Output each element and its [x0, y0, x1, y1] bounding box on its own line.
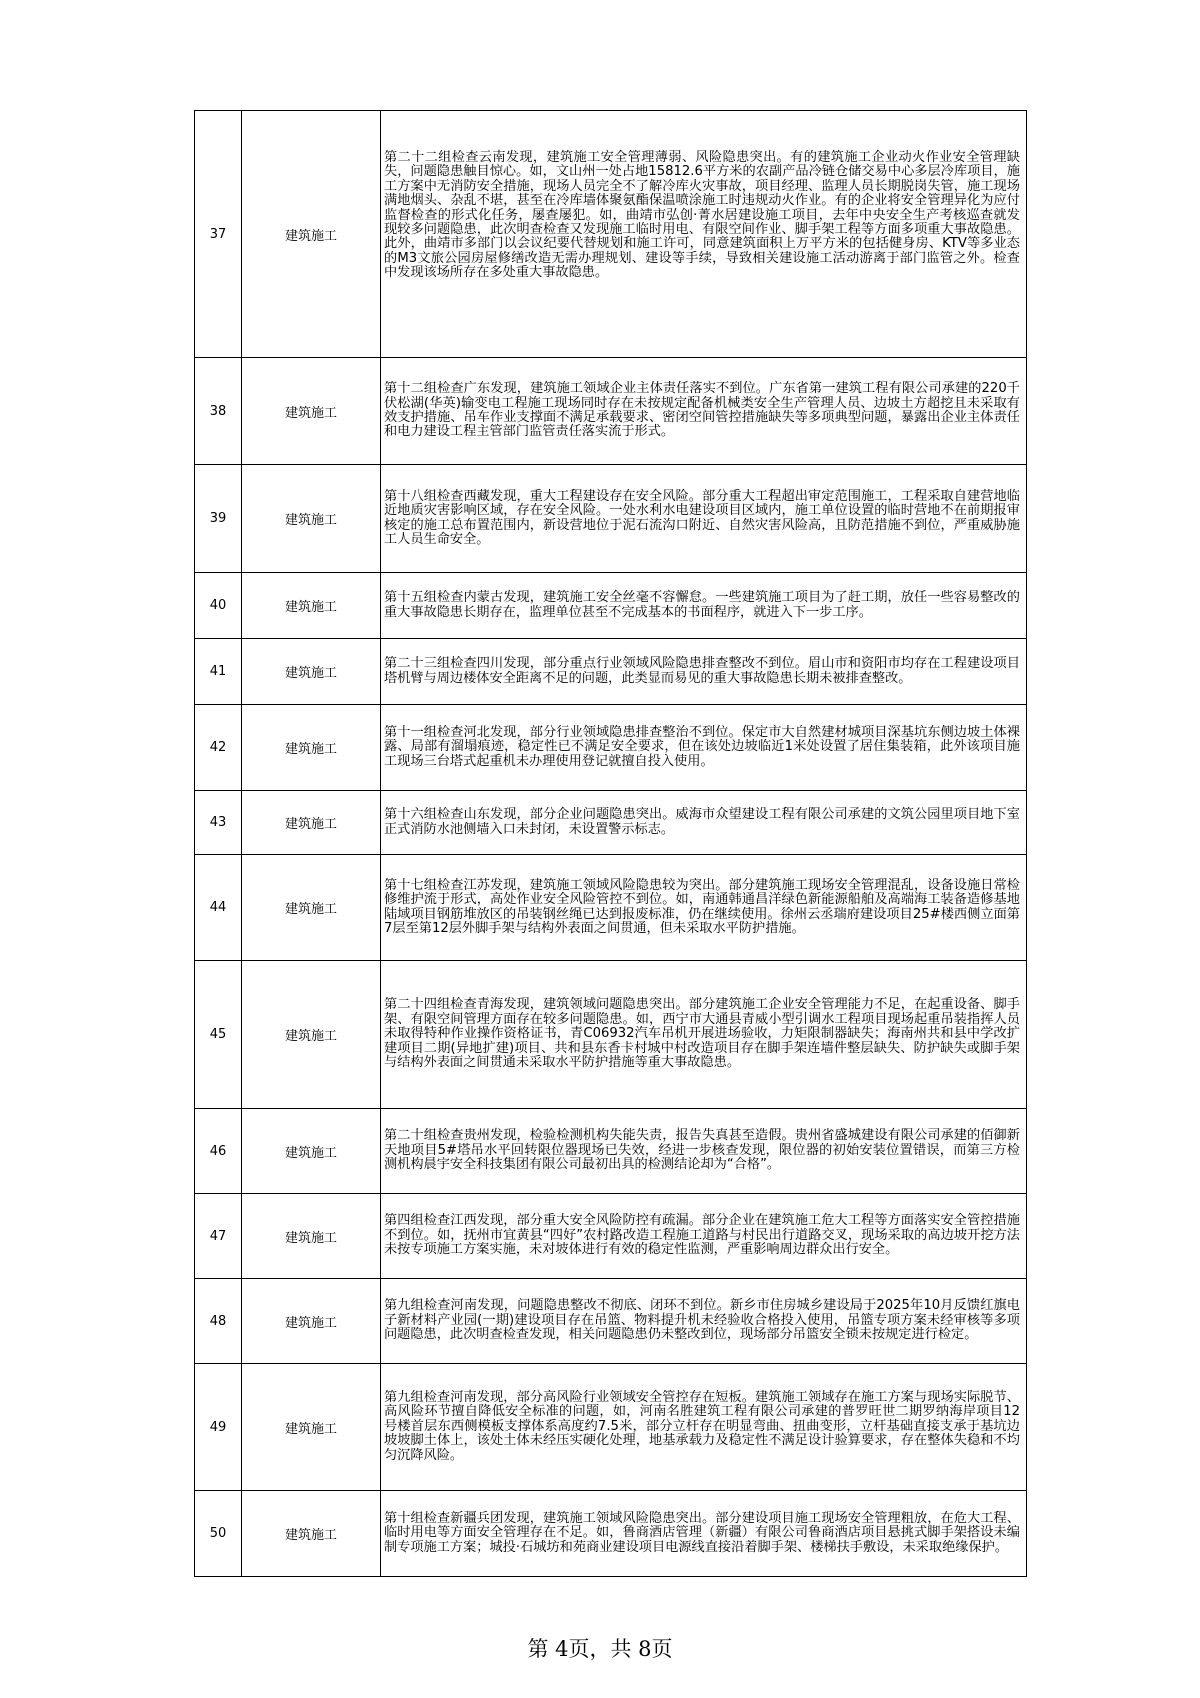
row-description: 第九组检查河南发现，部分高风险行业领域安全管控存在短板。建筑施工领域存在施工方案与现场实际脱节、高风险环节擅自降低安全标准的问题，如，河南名胜建筑工程有限公司承建的普罗旺世二期罗纳海岸项目12号楼首层东西侧模板支撑体系高度约7.5米，部分立杆存在明显弯曲、扭曲变形，立杆基础直接支承于基坑边坡坡脚土体上，该处土体未经压实硬化处理，地基承载力及稳定性不满足设计验算要求，存在整体失稳和不均匀沉降风险。: [381, 1364, 1027, 1491]
row-number: 37: [195, 111, 242, 358]
row-description: 第二十组检查贵州发现，检验检测机构失能失责，报告失真甚至造假。贵州省盛城建设有限公司承建的佰御新天地项目5#塔吊水平回转限位器现场已失效，经进一步核查发现，限位器的初始安装位置错误，而第三方检测机构晨宇安全科技集团有限公司最初出具的检测结论却为“合格”。: [381, 1109, 1027, 1194]
table-row: [195, 573, 1027, 639]
row-number: 41: [195, 639, 242, 705]
row-number: 49: [195, 1364, 242, 1491]
row-category: 建筑施工: [242, 465, 381, 573]
table-row: [195, 1364, 1027, 1491]
row-number: 48: [195, 1279, 242, 1364]
row-category: 建筑施工: [242, 961, 381, 1109]
row-category: 建筑施工: [242, 705, 381, 791]
table-row: [195, 639, 1027, 705]
row-description: 第十八组检查西藏发现，重大工程建设存在安全风险。部分重大工程超出审定范围施工，工程采取自建营地临近地质灾害影响区域，存在安全风险。一处水利水电建设项目区域内，施工单位设置的临时营地不在前期报审核定的施工总布置范围内，新设营地位于泥石流沟口附近、自然灾害风险高，且防范措施不到位，严重威胁施工人员生命安全。: [381, 465, 1027, 573]
row-category: 建筑施工: [242, 1194, 381, 1279]
row-number: 47: [195, 1194, 242, 1279]
table-row: [195, 465, 1027, 573]
table-row: [195, 855, 1027, 961]
row-number: 44: [195, 855, 242, 961]
row-category: 建筑施工: [242, 358, 381, 465]
row-category: 建筑施工: [242, 1364, 381, 1491]
row-description: 第二十二组检查云南发现，建筑施工安全管理薄弱、风险隐患突出。有的建筑施工企业动火作业安全管理缺失，问题隐患触目惊心。如，文山州一处占地15812.6平方米的农副产品冷链仓储交易中心多层冷库项目，施工方案中无消防安全措施，现场人员完全不了解冷库火灾事故，项目经理、监理人员长期脱岗失管，施工现场满地烟头、杂乱不堪，甚至在冷库墙体聚氨酯保温喷涂施工时违规动火作业。有的企业将安全管理异化为应付监督检查的形式化任务，屡查屡犯。如，曲靖市弘创·菁水居建设施工项目，去年中央安全生产考核巡查就发现较多问题隐患，此次明查检查又发现施工临时用电、有限空间作业、脚手架工程等方面多项重大事故隐患。此外，曲靖市多部门以会议纪要代替规划和施工许可，同意建筑面积上万平方米的包括健身房、KTV等多业态的M3文旅公园房屋修缮改造无需办理规划、建设等手续，导致相关建设施工活动游离于部门监管之外。检查中发现该场所存在多处重大事故隐患。: [381, 111, 1027, 358]
row-description: 第二十四组检查青海发现，建筑领域问题隐患突出。部分建筑施工企业安全管理能力不足，在起重设备、脚手架、有限空间管理方面存在较多问题隐患。如，西宁市大通县青威小型引调水工程项目现场起重吊装指挥人员未取得特种作业操作资格证书，青C06932汽车吊机开展进场验收，力矩限制器缺失；海南州共和县中学改扩建项目二期(异地扩建)项目、共和县东香卡村城中村改造项目存在脚手架连墙件整层缺失、防护缺失或脚手架与结构外表面之间贯通未采取水平防护措施等重大事故隐患。: [381, 961, 1027, 1109]
row-category: 建筑施工: [242, 1279, 381, 1364]
table-row: [195, 1109, 1027, 1194]
row-number: 50: [195, 1491, 242, 1577]
row-category: 建筑施工: [242, 573, 381, 639]
row-description: 第十组检查新疆兵团发现，建筑施工领域风险隐患突出。部分建设项目施工现场安全管理粗放，在危大工程、临时用电等方面安全管理存在不足。如，鲁商酒店管理（新疆）有限公司鲁商酒店项目悬挑式脚手架搭设未编制专项施工方案；城投·石城坊和苑商业建设项目电源线直接沿着脚手架、楼梯扶手敷设，未采取绝缘保护。: [381, 1491, 1027, 1577]
row-number: 46: [195, 1109, 242, 1194]
row-number: 42: [195, 705, 242, 791]
table-row: [195, 1491, 1027, 1577]
row-category: 建筑施工: [242, 791, 381, 855]
table-row: [195, 358, 1027, 465]
row-description: 第十一组检查河北发现，部分行业领域隐患排查整治不到位。保定市大自然建材城项目深基坑东侧边坡土体裸露、局部有溜塌痕迹，稳定性已不满足安全要求，但在该处边坡临近1米处设置了居住集装箱，此外该项目施工现场三台塔式起重机未办理使用登记就擅自投入使用。: [381, 705, 1027, 791]
row-description: 第十二组检查广东发现，建筑施工领域企业主体责任落实不到位。广东省第一建筑工程有限公司承建的220千伏松湖(华英)输变电工程施工现场同时存在未按规定配备机械类安全生产管理人员、边坡土方超挖且未采取有效支护措施、吊车作业支撑面不满足承载要求、密闭空间管控措施缺失等多项典型问题，暴露出企业主体责任和电力建设工程主管部门监管责任落实流于形式。: [381, 358, 1027, 465]
table-row: [195, 111, 1027, 358]
table-row: [195, 961, 1027, 1109]
table-row: [195, 705, 1027, 791]
row-category: 建筑施工: [242, 1491, 381, 1577]
table-row: [195, 1279, 1027, 1364]
row-category: 建筑施工: [242, 111, 381, 358]
row-category: 建筑施工: [242, 1109, 381, 1194]
row-number: 43: [195, 791, 242, 855]
inspection-table: [194, 110, 1027, 1577]
row-category: 建筑施工: [242, 639, 381, 705]
row-description: 第十六组检查山东发现，部分企业问题隐患突出。威海市众望建设工程有限公司承建的文筑公园里项目地下室正式消防水池侧墙入口未封闭，未设置警示标志。: [381, 791, 1027, 855]
row-number: 40: [195, 573, 242, 639]
table-row: [195, 1194, 1027, 1279]
row-description: 第四组检查江西发现，部分重大安全风险防控有疏漏。部分企业在建筑施工危大工程等方面落实安全管控措施不到位。如，抚州市宜黄县“四好”农村路改造工程施工道路与村民出行道路交叉，现场采取的高边坡开挖方法未按专项施工方案实施，未对坡体进行有效的稳定性监测，严重影响周边群众出行安全。: [381, 1194, 1027, 1279]
row-number: 45: [195, 961, 242, 1109]
row-description: 第十七组检查江苏发现，建筑施工领域风险隐患较为突出。部分建筑施工现场安全管理混乱，设备设施日常检修维护流于形式，高处作业安全风险管控不到位。如，南通韩通昌洋绿色新能源船舶及高端海工装备造修基地陆域项目钢筋堆放区的吊装钢丝绳已达到报废标准，仍在继续使用。徐州云丞瑞府建设项目25#楼西侧立面第7层至第12层外脚手架与结构外表面之间贯通，但未采取水平防护措施。: [381, 855, 1027, 961]
row-number: 38: [195, 358, 242, 465]
page-footer: 第 4页，共 8页: [527, 1637, 673, 1661]
row-description: 第九组检查河南发现，问题隐患整改不彻底、闭环不到位。新乡市住房城乡建设局于2025年10月反馈红旗电子新材料产业园(一期)建设项目存在吊篮、物料提升机未经验收合格投入使用，吊篮专项方案未经审核等多项问题隐患，此次明查检查发现，相关问题隐患仍未整改到位，现场部分吊篮安全锁未按规定进行检定。: [381, 1279, 1027, 1364]
row-description: 第二十三组检查四川发现，部分重点行业领域风险隐患排查整改不到位。眉山市和资阳市均存在工程建设项目塔机臂与周边楼体安全距离不足的问题，此类显而易见的重大事故隐患长期未被排查整改。: [381, 639, 1027, 705]
table-row: [195, 791, 1027, 855]
row-number: 39: [195, 465, 242, 573]
row-category: 建筑施工: [242, 855, 381, 961]
row-description: 第十五组检查内蒙古发现，建筑施工安全丝毫不容懈怠。一些建筑施工项目为了赶工期，放任一些容易整改的重大事故隐患长期存在，监理单位甚至不完成基本的书面程序，就进入下一步工序。: [381, 573, 1027, 639]
